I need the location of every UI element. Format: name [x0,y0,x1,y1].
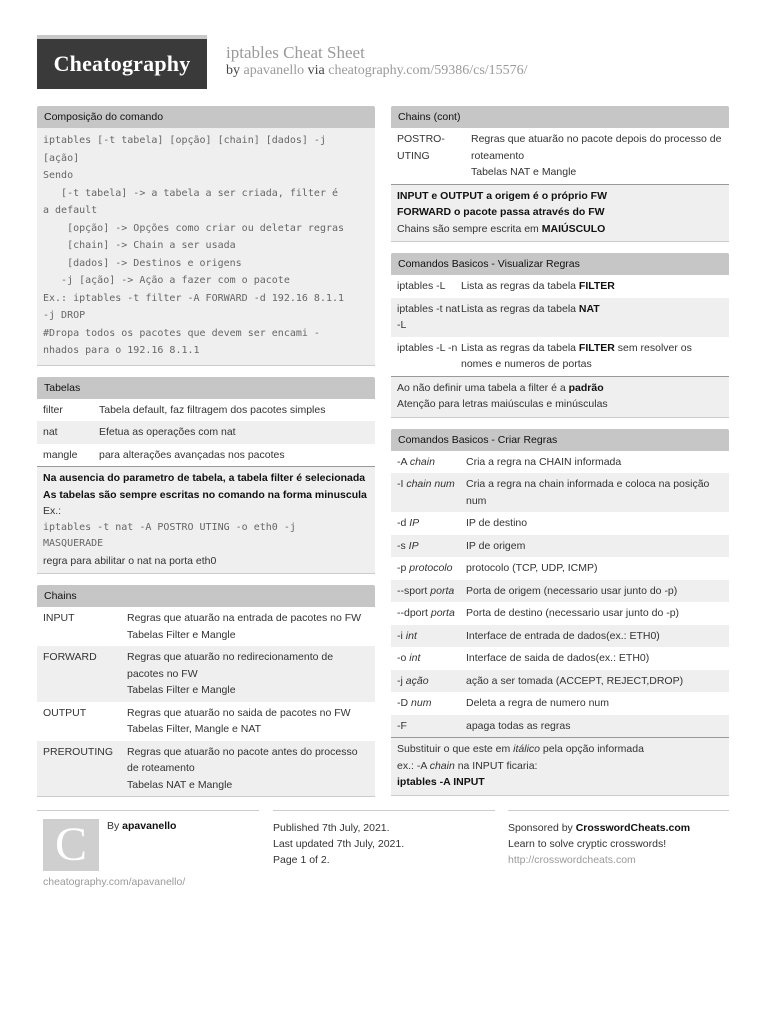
table-row [391,337,729,376]
row-value: apaga todas as regras [466,719,571,732]
option-arg: chain num [406,478,455,490]
note-text: Atenção para letras maiúsculas e minúsculas [397,398,608,410]
option-flag: -i [397,629,403,642]
note-bold: padrão [568,381,604,394]
table-row [391,473,729,512]
row-value: sem resolver os nomes e numeros de portas [461,341,692,370]
row-value: Regras que atuarão no pacote antes do processo de roteamento [127,745,358,774]
row-key [397,605,466,622]
updated-date: Last updated 7th July, 2021. [273,838,405,850]
option-flag: -I [397,478,404,490]
row-key [397,538,466,555]
row-key [397,673,466,690]
sponsor-tagline: Learn to solve cryptic crosswords! [508,838,667,850]
option-flag: -j [397,674,403,687]
option-arg: num [411,697,432,709]
table-row [391,602,729,625]
cheatography-logo[interactable]: Cheatography [37,35,207,89]
row-key: iptables -t nat -L [397,302,461,331]
row-value: Regras que atuarão na entrada de pacotes no FW [127,612,362,624]
footer-author-link[interactable]: apavanello [122,820,177,832]
table-row [37,741,375,797]
table-row [391,580,729,603]
page-count: Page 1 of 2. [273,854,330,866]
row-value: Deleta a regra de numero num [466,697,609,709]
row-value: Lista as regras da tabela [461,280,579,292]
row-key: PREROUTING [43,745,114,758]
row-value: Tabelas Filter e Mangle [127,684,236,696]
row-key [397,583,466,600]
table-row [37,702,375,741]
footer-author [37,810,259,888]
option-flag: --sport [397,584,428,597]
table-row [391,625,729,648]
row-value: protocolo (TCP, UDP, ICMP) [466,562,598,574]
row-value: Interface de saida de dados(ex.: ETH0) [466,652,650,664]
note-italic: itálico [513,743,541,755]
footer-sponsor [508,810,729,868]
section-title: Chains [37,585,375,607]
row-value: IP de origem [466,539,526,552]
note-bold: Na ausencia do parametro de tabela, a tabela filter é selecionada [43,472,366,484]
page-title: iptables Cheat Sheet [226,43,365,62]
table-row [37,421,375,444]
option-arg: IP [409,517,420,529]
note-text: ex.: -A [397,759,430,772]
table-row [391,512,729,535]
option-arg: int [405,629,417,642]
row-value: Porta de origem (necessario usar junto do -p) [466,584,678,597]
table-row [391,535,729,558]
row-key: INPUT [43,612,75,624]
note-italic: chain [429,759,455,772]
row-key [397,515,466,532]
table-row [391,128,729,184]
row-key [397,476,466,509]
option-flag: -A [397,455,407,468]
sponsor-url-link[interactable]: http://crosswordcheats.com [508,854,636,866]
table-row [391,692,729,715]
note-bold: MAIÚSCULO [541,222,606,235]
row-value: IP de destino [466,517,528,529]
section-title: Comandos Basicos - Criar Regras [391,429,729,451]
option-arg: protocolo [409,562,453,574]
note-bold: iptables -A INPUT [397,776,485,788]
row-key: OUTPUT [43,706,87,719]
note-text: na INPUT ficaria: [454,759,538,772]
option-flag: -p [397,562,407,574]
sheet-url-link[interactable]: cheatography.com/59386/cs/15576/ [328,63,528,78]
table-row [391,670,729,693]
row-value-bold: NAT [578,302,600,315]
row-key: nat [43,426,58,438]
table-row [391,298,729,337]
footer-byline [107,820,176,832]
row-value: Tabelas NAT e Mangle [471,166,577,178]
option-arg: porta [430,584,455,597]
row-value: Tabelas NAT e Mangle [127,778,233,791]
tabelas-note [37,466,375,573]
section-title: Tabelas [37,377,375,399]
section-title: Composição do comando [37,106,375,128]
option-flag: --dport [397,607,428,619]
row-key: filter [43,403,63,416]
row-key [397,695,466,712]
avatar[interactable]: C [43,819,99,871]
option-flag: -F [397,719,407,732]
row-value: Lista as regras da tabela [461,302,579,315]
row-value: Cria a regra na CHAIN informada [466,455,622,468]
section-chains-cont [391,106,729,241]
note-bold: FORWARD o pacote passa através do FW [397,206,605,218]
row-value: Tabela default, faz filtragem dos pacotes simples [99,403,326,416]
section-visualizar [391,253,729,417]
option-arg: IP [408,539,419,552]
published-date: Published 7th July, 2021. [273,822,390,834]
chains-note [391,184,729,242]
section-tabelas [37,377,375,574]
section-criar [391,429,729,795]
by-label: By [107,820,123,832]
note-bold: INPUT e OUTPUT a origem é o próprio FW [397,189,608,202]
note-text: Substituir o que este em [397,743,514,755]
section-composicao [37,106,375,365]
criar-note [391,737,729,795]
note-text: pela opção informada [540,743,644,755]
row-value: para alterações avançadas nos pacotes [99,448,285,461]
option-arg: porta [430,607,455,619]
row-key: iptables -L -n [397,341,458,354]
option-flag: -d [397,517,407,529]
note-code: MASQUERADE [43,538,104,549]
option-arg: ação [405,674,429,687]
row-key: POSTRO-UTING [397,133,445,162]
row-key: iptables -L [397,280,446,292]
row-value: Regras que atuarão no redirecionamento de pacotes no FW [127,651,334,680]
option-flag: -D [397,697,409,709]
row-key [397,560,466,577]
table-row [391,275,729,298]
byline [226,63,528,79]
table-row [391,557,729,580]
author-profile-link[interactable]: cheatography.com/apavanello/ [43,876,186,888]
note-code: iptables -t nat -A POSTRO UTING -o eth0 -j [43,521,296,533]
note-text: Chains são sempre escrita em [397,222,542,235]
option-arg: chain [409,455,435,468]
section-title: Chains (cont) [391,106,729,128]
row-key [397,718,466,735]
table-row [37,646,375,702]
by-label: by [226,63,240,78]
row-value: Tabelas Filter, Mangle e NAT [127,723,262,735]
footer-dates [273,810,495,868]
table-row [37,399,375,422]
row-value-bold: FILTER [578,341,615,354]
via-label: via [307,63,325,78]
table-row [37,444,375,467]
row-value: Tabelas Filter e Mangle [127,628,236,641]
table-row [391,451,729,474]
row-value: Regras que atuarão no pacote depois do processo de roteamento [471,133,722,162]
row-value: Efetua as operações com nat [99,426,236,438]
section-chains [37,585,375,796]
right-column [391,106,729,807]
row-key: mangle [43,448,78,461]
row-value: ação a ser tomada (ACCEPT, REJECT,DROP) [466,674,684,687]
table-row [37,607,375,646]
row-value: Regras que atuarão no saida de pacotes no FW [127,706,351,719]
footer [37,810,729,890]
row-value: Interface de entrada de dados(ex.: ETH0) [466,629,660,642]
author-link[interactable]: apavanello [243,63,305,78]
row-value: Lista as regras da tabela [461,341,579,354]
row-key [397,628,466,645]
option-flag: -o [397,652,407,664]
row-key: FORWARD [43,651,97,663]
note-bold: As tabelas são sempre escritas no comando na forma minuscula [43,488,367,501]
table-row [391,647,729,670]
left-column [37,106,375,808]
row-value-bold: FILTER [578,280,615,292]
sponsor-link[interactable]: CrosswordCheats.com [575,822,691,834]
sponsored-label: Sponsored by [508,822,576,834]
visualizar-note [391,376,729,417]
table-row [391,715,729,738]
row-key [397,650,466,667]
note-text: regra para abilitar o nat na porta eth0 [43,554,217,567]
note-text: Ex.: [43,505,62,517]
command-syntax-code: iptables [-t tabela] [opção] [chain] [dados] -j [ação] Sendo [-t tabela] -> a tabela a ser criada, filter é a default [opção] -> Opções como criar ou deletar regras [chain] -> Chain a ser usada [dados] -> Destinos e origens -j [ação] -> Ação a fazer com o pacote Ex.: iptables -t filter -A FORWARD -d 192.16 8.1.1 -j DROP #Dropa todos os pacotes que devem ser encami - nhados para o 192.16 8.1.1 [37,128,375,365]
option-flag: -s [397,539,406,552]
section-title: Comandos Basicos - Visualizar Regras [391,253,729,275]
note-text: Ao não definir uma tabela a filter é a [397,381,569,394]
option-arg: int [409,652,421,664]
row-key [397,454,466,471]
row-value: Cria a regra na chain informada e coloca na posição num [466,478,710,507]
row-value: Porta de destino (necessario usar junto do -p) [466,607,680,619]
